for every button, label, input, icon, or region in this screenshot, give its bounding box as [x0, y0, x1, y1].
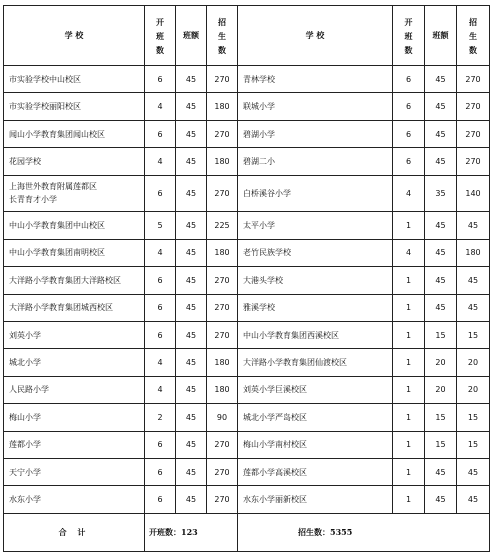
- classes-left: 6: [145, 294, 176, 321]
- table-row: [4, 294, 490, 321]
- classes-left: 6: [145, 459, 176, 486]
- table-row: [4, 404, 490, 431]
- table-row: [4, 431, 490, 458]
- enroll-right: 45: [457, 486, 490, 514]
- classes-right: 1: [393, 431, 425, 458]
- table-row: [4, 148, 490, 175]
- size-left: 45: [176, 66, 207, 93]
- size-right: 45: [425, 239, 457, 266]
- size-right: 45: [425, 148, 457, 175]
- school-name-right: 城北小学严岛校区: [238, 404, 393, 431]
- classes-left: 6: [145, 486, 176, 514]
- classes-right: 1: [393, 376, 425, 403]
- classes-right: 1: [393, 404, 425, 431]
- header-school-right: 学 校: [238, 6, 393, 66]
- size-left: 45: [176, 376, 207, 403]
- size-right: 45: [425, 93, 457, 120]
- size-left: 45: [176, 431, 207, 458]
- enroll-left: 225: [207, 212, 238, 239]
- table-row: [4, 459, 490, 486]
- size-left: 45: [176, 486, 207, 514]
- header-enroll-right: 招生数: [457, 6, 490, 66]
- size-right: 45: [425, 294, 457, 321]
- enroll-right: 270: [457, 148, 490, 175]
- school-name-left: 大洋路小学教育集团大洋路校区: [4, 267, 145, 294]
- enroll-left: 270: [207, 120, 238, 147]
- classes-right: 1: [393, 459, 425, 486]
- enroll-left: 270: [207, 267, 238, 294]
- school-name-left: 莲都小学: [4, 431, 145, 458]
- school-name-right: 联城小学: [238, 93, 393, 120]
- school-name-right: 中山小学教育集团西溪校区: [238, 321, 393, 348]
- enroll-right: 45: [457, 267, 490, 294]
- school-name-right: 太平小学: [238, 212, 393, 239]
- enroll-left: 270: [207, 459, 238, 486]
- classes-right: 6: [393, 66, 425, 93]
- school-name-right: 梅山小学南村校区: [238, 431, 393, 458]
- classes-left: 6: [145, 321, 176, 348]
- table-row: [4, 376, 490, 403]
- school-name-left: 市实验学校丽阳校区: [4, 93, 145, 120]
- school-name-left: 中山小学教育集团中山校区: [4, 212, 145, 239]
- enroll-left: 90: [207, 404, 238, 431]
- size-left: 45: [176, 212, 207, 239]
- size-left: 45: [176, 459, 207, 486]
- size-left: 45: [176, 93, 207, 120]
- classes-right: 6: [393, 120, 425, 147]
- size-left: 45: [176, 267, 207, 294]
- header-enroll-left: 招生数: [207, 6, 238, 66]
- classes-left: 6: [145, 66, 176, 93]
- table-row: [4, 212, 490, 239]
- school-name-right: 大港头学校: [238, 267, 393, 294]
- school-name-left: 刘英小学: [4, 321, 145, 348]
- size-right: 15: [425, 404, 457, 431]
- enroll-right: 140: [457, 175, 490, 212]
- size-left: 45: [176, 294, 207, 321]
- classes-right: 4: [393, 175, 425, 212]
- enroll-left: 180: [207, 148, 238, 175]
- enroll-right: 270: [457, 66, 490, 93]
- school-name-right: 白桥溪谷小学: [238, 175, 393, 212]
- enroll-left: 270: [207, 66, 238, 93]
- enroll-left: 180: [207, 376, 238, 403]
- header-classes-left: 开班数: [145, 6, 176, 66]
- totals-classes: 开班数：123: [145, 514, 238, 552]
- classes-left: 6: [145, 175, 176, 212]
- size-right: 45: [425, 459, 457, 486]
- size-left: 45: [176, 120, 207, 147]
- classes-left: 2: [145, 404, 176, 431]
- header-school-left: 学 校: [4, 6, 145, 66]
- classes-left: 4: [145, 376, 176, 403]
- size-right: 45: [425, 486, 457, 514]
- enroll-right: 270: [457, 93, 490, 120]
- classes-right: 1: [393, 486, 425, 514]
- header-row: [4, 6, 490, 66]
- enroll-left: 270: [207, 321, 238, 348]
- table-row: [4, 93, 490, 120]
- enroll-right: 45: [457, 459, 490, 486]
- size-left: 45: [176, 349, 207, 376]
- enroll-right: 15: [457, 321, 490, 348]
- enroll-right: 180: [457, 239, 490, 266]
- school-name-left: 梅山小学: [4, 404, 145, 431]
- school-name-left: 天宁小学: [4, 459, 145, 486]
- enroll-right: 20: [457, 376, 490, 403]
- header-classes-right: 开班数: [393, 6, 425, 66]
- table-row: [4, 267, 490, 294]
- size-right: 15: [425, 321, 457, 348]
- enroll-right: 270: [457, 120, 490, 147]
- school-name-left: 市实验学校中山校区: [4, 66, 145, 93]
- classes-right: 4: [393, 239, 425, 266]
- enroll-right: 20: [457, 349, 490, 376]
- table-row: [4, 486, 490, 514]
- school-name-left: 花园学校: [4, 148, 145, 175]
- school-name-right: 碧湖小学: [238, 120, 393, 147]
- size-right: 35: [425, 175, 457, 212]
- school-name-left: 人民路小学: [4, 376, 145, 403]
- header-size-right: 班额: [425, 6, 457, 66]
- classes-right: 1: [393, 212, 425, 239]
- size-right: 20: [425, 376, 457, 403]
- table-row: [4, 321, 490, 348]
- school-name-right: 碧湖二小: [238, 148, 393, 175]
- classes-left: 6: [145, 267, 176, 294]
- enroll-left: 270: [207, 486, 238, 514]
- classes-right: 6: [393, 93, 425, 120]
- enroll-left: 180: [207, 349, 238, 376]
- size-left: 45: [176, 239, 207, 266]
- size-left: 45: [176, 175, 207, 212]
- classes-right: 1: [393, 267, 425, 294]
- school-name-left: 闻山小学教育集团闻山校区: [4, 120, 145, 147]
- enroll-left: 270: [207, 294, 238, 321]
- school-name-right: 大洋路小学教育集团仙渡校区: [238, 349, 393, 376]
- enrollment-table: [3, 5, 490, 552]
- classes-left: 4: [145, 148, 176, 175]
- school-name-left: 中山小学教育集团南明校区: [4, 239, 145, 266]
- size-right: 45: [425, 120, 457, 147]
- totals-enrollment: 招生数：5355: [238, 514, 490, 552]
- classes-left: 6: [145, 431, 176, 458]
- table-row: [4, 120, 490, 147]
- enroll-right: 15: [457, 404, 490, 431]
- school-name-right: 莲都小学高溪校区: [238, 459, 393, 486]
- school-name-left: 水东小学: [4, 486, 145, 514]
- size-left: 45: [176, 404, 207, 431]
- classes-right: 1: [393, 321, 425, 348]
- size-right: 20: [425, 349, 457, 376]
- size-right: 45: [425, 212, 457, 239]
- enroll-left: 270: [207, 175, 238, 212]
- size-right: 45: [425, 66, 457, 93]
- enroll-left: 270: [207, 431, 238, 458]
- enroll-right: 15: [457, 431, 490, 458]
- table-row: [4, 239, 490, 266]
- enroll-right: 45: [457, 294, 490, 321]
- school-name-right: 刘英小学巨溪校区: [238, 376, 393, 403]
- classes-left: 4: [145, 239, 176, 266]
- size-left: 45: [176, 148, 207, 175]
- classes-right: 1: [393, 294, 425, 321]
- school-name-left: 城北小学: [4, 349, 145, 376]
- enroll-right: 45: [457, 212, 490, 239]
- classes-right: 1: [393, 349, 425, 376]
- totals-row: [4, 514, 490, 552]
- enroll-left: 180: [207, 93, 238, 120]
- table-row: [4, 66, 490, 93]
- table-row: [4, 349, 490, 376]
- size-left: 45: [176, 321, 207, 348]
- totals-label: 合 计: [4, 514, 145, 552]
- enroll-left: 180: [207, 239, 238, 266]
- classes-left: 4: [145, 93, 176, 120]
- school-name-left: 大洋路小学教育集团城西校区: [4, 294, 145, 321]
- classes-left: 4: [145, 349, 176, 376]
- size-right: 45: [425, 267, 457, 294]
- school-name-right: 老竹民族学校: [238, 239, 393, 266]
- classes-left: 5: [145, 212, 176, 239]
- header-size-left: 班额: [176, 6, 207, 66]
- school-name-right: 青林学校: [238, 66, 393, 93]
- size-right: 15: [425, 431, 457, 458]
- school-name-left: 上海世外教育附属莲都区 长青育才小学: [4, 175, 145, 212]
- classes-left: 6: [145, 120, 176, 147]
- table-row: [4, 175, 490, 212]
- school-name-right: 雅溪学校: [238, 294, 393, 321]
- school-name-right: 水东小学丽新校区: [238, 486, 393, 514]
- classes-right: 6: [393, 148, 425, 175]
